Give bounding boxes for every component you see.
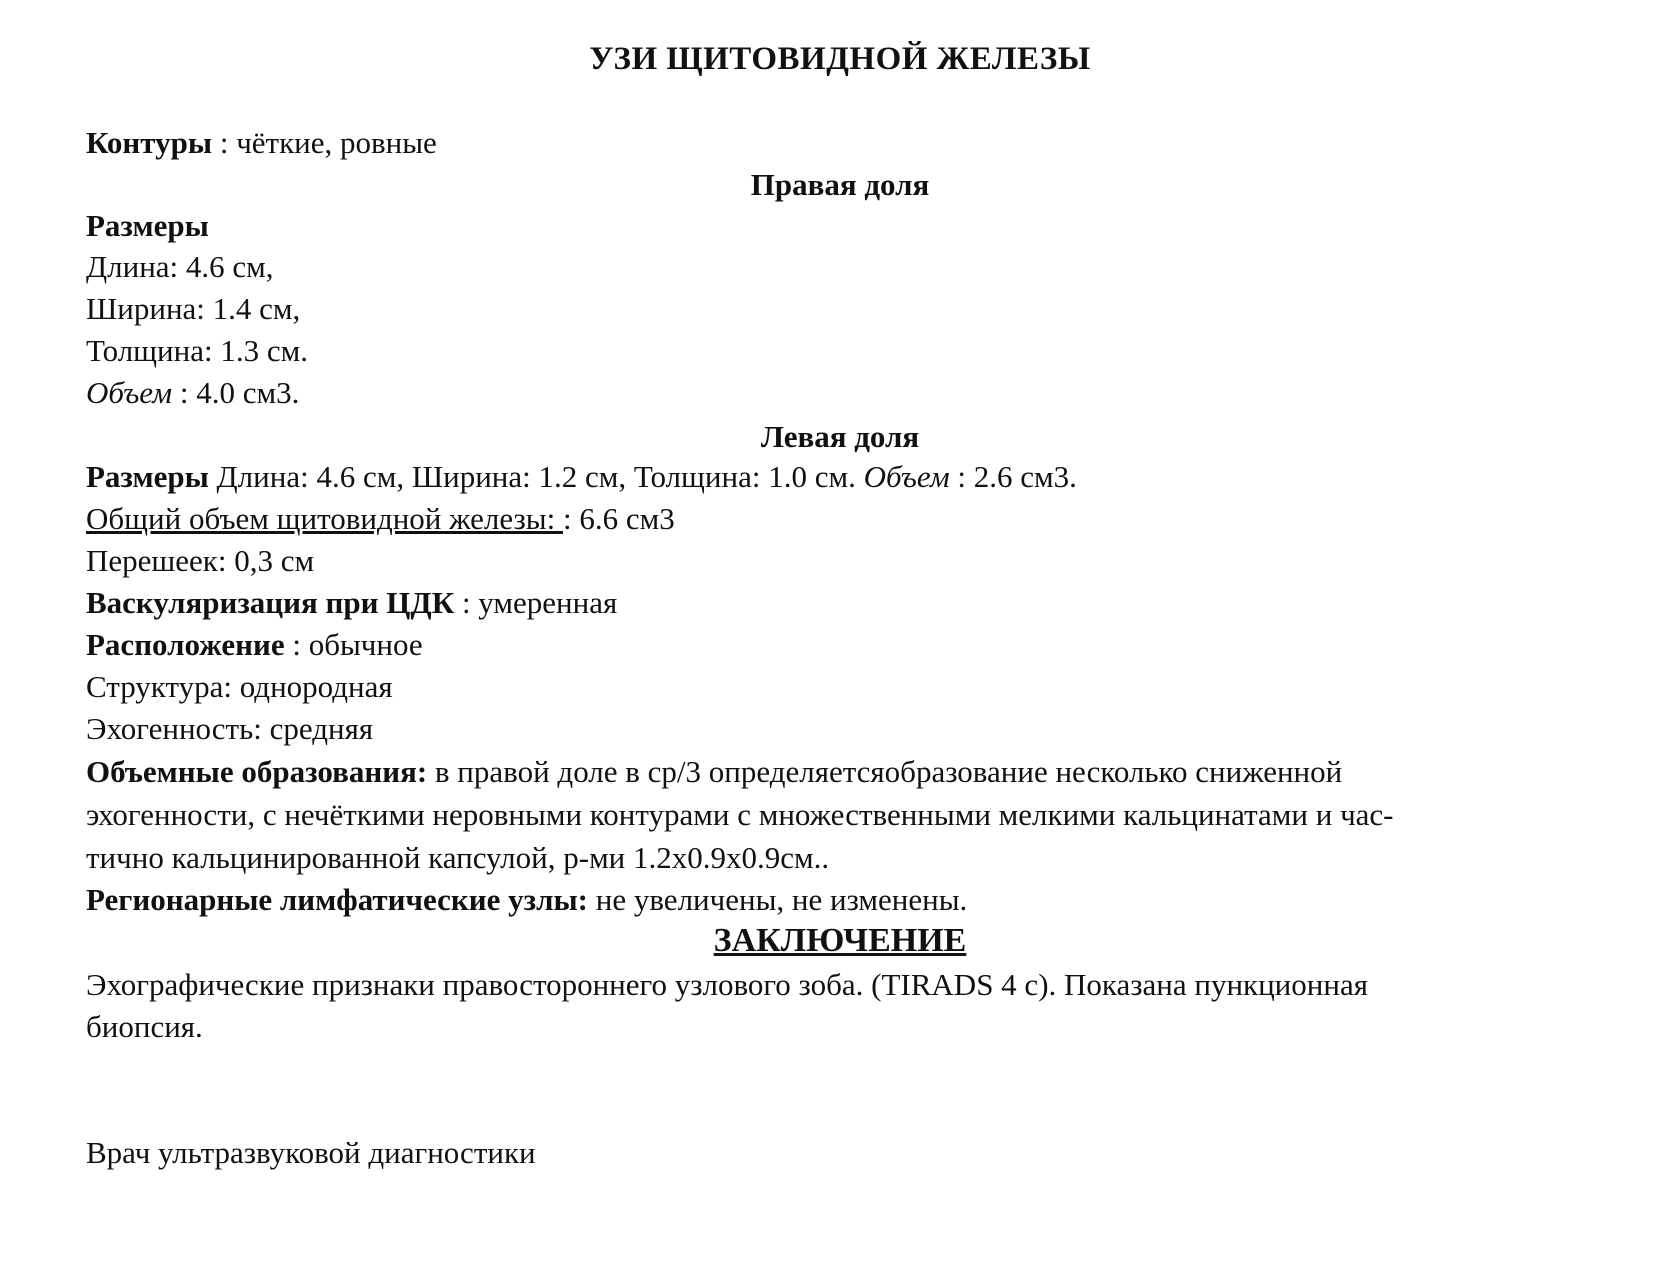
right-width: Ширина: 1.4 см, — [86, 291, 301, 326]
location-label: Расположение — [86, 627, 285, 662]
contours-label: Контуры — [86, 125, 213, 160]
lymph-nodes-label: Регионарные лимфатические узлы: — [86, 882, 588, 917]
document-title: УЗИ ЩИТОВИДНОЙ ЖЕЛЕЗЫ — [589, 41, 1091, 77]
lymph-nodes-line — [86, 881, 967, 919]
right-thickness: Толщина: 1.3 см. — [86, 333, 308, 368]
total-volume-value: : 6.6 см3 — [562, 501, 675, 536]
conclusion-heading: ЗАКЛЮЧЕНИЕ — [713, 922, 967, 959]
location-line — [86, 626, 423, 664]
total-volume-label: Общий объем щитовидной железы: — [86, 501, 563, 536]
lymph-nodes-value: не увеличены, не изменены. — [588, 882, 968, 917]
masses-line-3: тично кальцинированной капсулой, р-ми 1.2х0.9х0.9см.. — [86, 840, 830, 875]
contours-value: чёткие, ровные — [236, 125, 437, 160]
masses-text-1: в правой доле в ср/3 определяетсяобразование несколько сниженной — [427, 754, 1343, 789]
left-sizes-line — [86, 458, 1077, 496]
right-length: Длина: 4.6 см, — [86, 249, 274, 284]
right-volume-line — [86, 374, 299, 412]
vascularization-label: Васкуляризация при ЦДК — [86, 585, 455, 620]
right-volume-label: Объем — [86, 375, 173, 410]
left-volume-value: : 2.6 см3. — [949, 459, 1077, 494]
left-lobe-heading: Левая доля — [760, 419, 920, 454]
conclusion-heading-row — [0, 922, 1680, 960]
conclusion-line-2: биопсия. — [86, 1009, 203, 1044]
left-sizes-label: Размеры — [86, 459, 209, 494]
isthmus-line: Перешеек: 0,3 см — [86, 543, 315, 578]
location-value: : обычное — [284, 627, 423, 662]
left-sizes-text: Длина: 4.6 см, Ширина: 1.2 см, Толщина: 1.0 см. — [208, 459, 864, 494]
masses-line-1 — [86, 753, 1342, 791]
conclusion-line-1: Эхографические признаки правостороннего узлового зоба. (TIRADS 4 с). Показана пункционная — [86, 967, 1368, 1002]
vascularization-value: : умеренная — [454, 585, 618, 620]
right-lobe-heading: Правая доля — [750, 167, 930, 202]
vascularization-line — [86, 584, 617, 622]
doctor-signature-line: Врач ультразвуковой диагностики — [86, 1135, 536, 1170]
contours-sep: : — [212, 125, 237, 160]
echogenicity-line: Эхогенность: средняя — [86, 711, 374, 746]
contours-line — [86, 124, 437, 162]
right-volume-value: : 4.0 см3. — [172, 375, 300, 410]
masses-label: Объемные образования: — [86, 754, 428, 789]
masses-line-2: эхогенности, с нечёткими неровными контурами с множественными мелкими кальцинатами и час- — [86, 797, 1394, 832]
right-sizes-label: Размеры — [86, 208, 209, 243]
left-volume-label: Объем — [863, 459, 950, 494]
total-volume-line — [86, 500, 675, 538]
structure-line: Структура: однородная — [86, 669, 393, 704]
